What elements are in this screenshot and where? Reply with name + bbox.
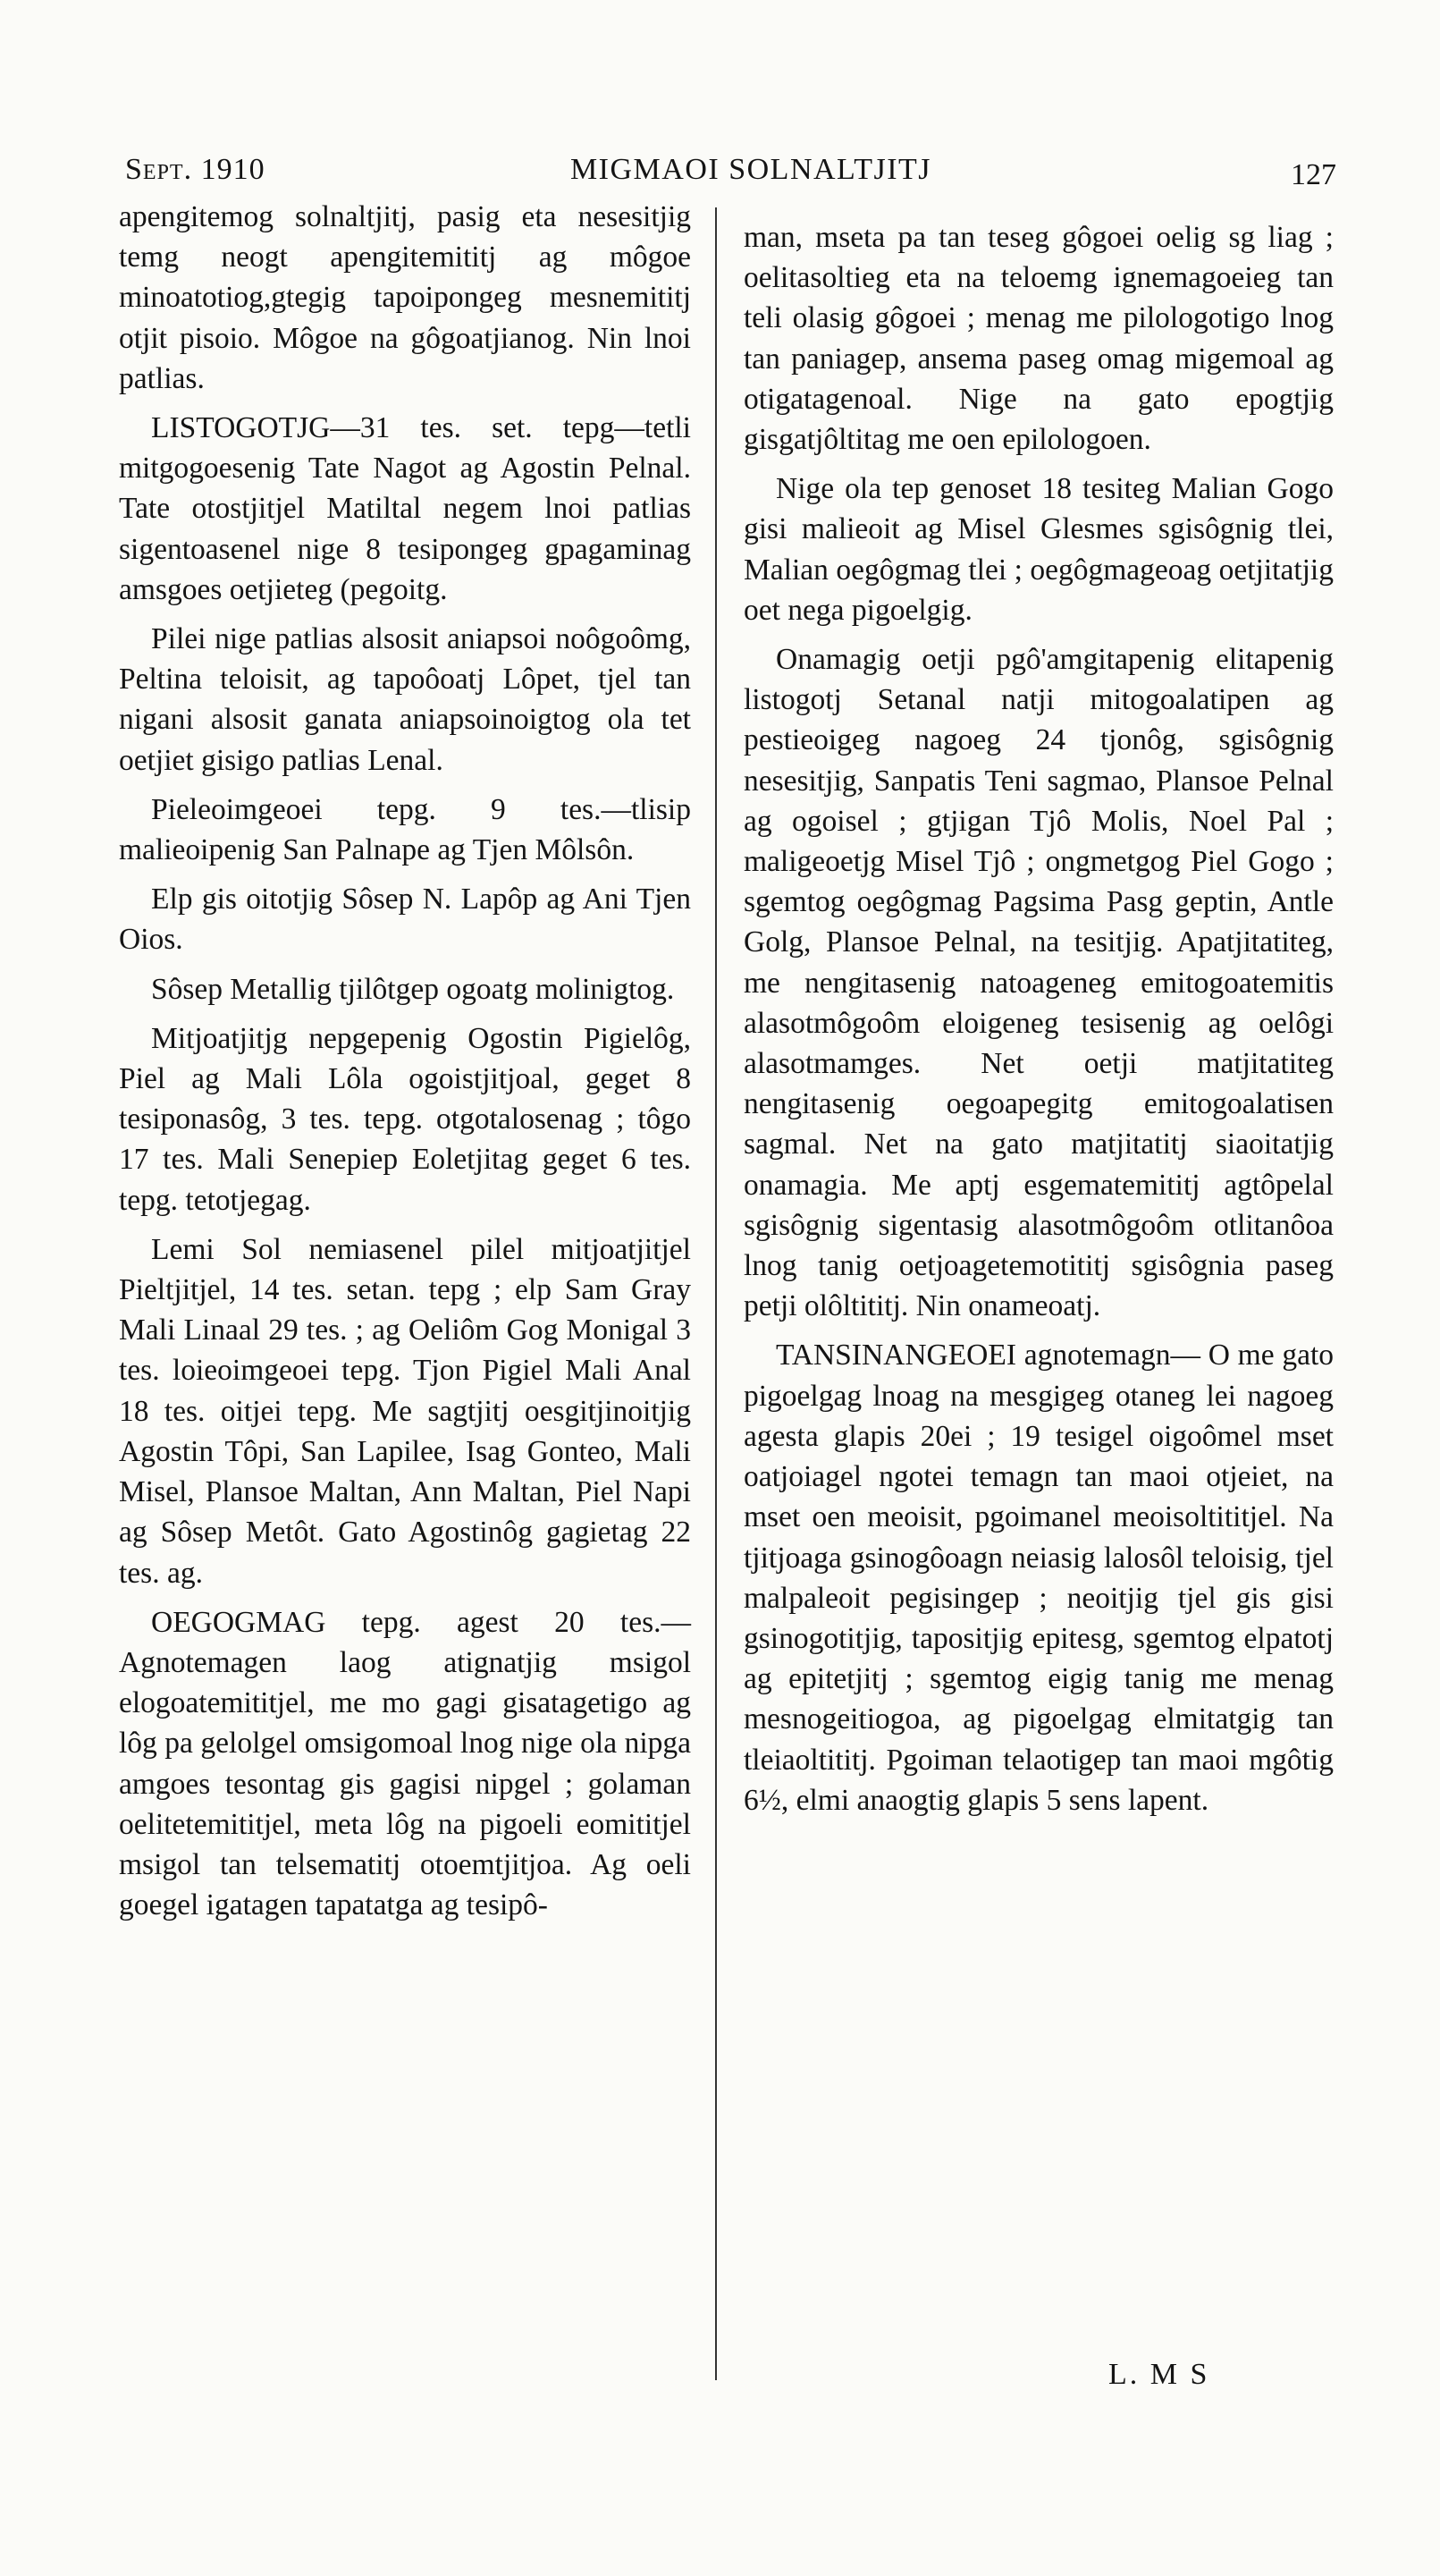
paragraph: Mitjoatjitjg nepgepenig Ogostin Pigielôg, Piel ag Mali Lôla ogoistjitjoal, geget 8 tesiponasôg, 3 tes. tepg. otgotalosenag ; tôgo 17 tes. Mali Senepiep Eoletjitag geget 6 tes. tepg. tetotjegag. [119, 1021, 691, 1217]
paragraph: LISTOGOTJG—31 tes. set. tepg—tetli mitgogoesenig Tate Nagot ag Agostin Pelnal. Tate otostjitjel Matiltal negem lnoi patlias sigentoasenel nige 8 tesipongeg gpagaminag amsgoes oetjieteg (pegoitg. [119, 411, 691, 606]
right-column [744, 217, 1334, 1829]
paragraph: Nige ola tep genoset 18 tesiteg Malian Gogo gisi malieoit ag Misel Glesmes sgisôgnig tlei, Malian oegôgmag tlei ; oegôgmageoag oetjitatjig oet nega pigoelgig. [744, 472, 1334, 627]
paragraph: Lemi Sol nemiasenel pilel mitjoatjitjel Pieltjitjel, 14 tes. setan. tepg ; elp Sam Gray Mali Linaal 29 tes. ; ag Oeliôm Gog Monigal 3 tes. loieoimgeoei tepg. Tjon Pigiel Mali Anal 18 tes. oitjei tepg. Me sagtjitj oesgitjinoitjig Agostin Tôpi, San Lapilee, Isag Gonteo, Mali Misel, Plansoe Maltan, Ann Maltan, Piel Napi ag Sôsep Metôt. Gato Agostinôg gagietag 22 tes. ag. [119, 1232, 691, 1590]
paragraph: Sôsep Metallig tjilôtgep ogoatg molinigtog. [151, 972, 675, 1006]
running-header [125, 143, 1336, 197]
column-divider [715, 207, 717, 2380]
paragraph: apengitemog solnaltjitj, pasig eta nesesitjig temg neogt apengitemititj ag môgoe minoatotiog,gtegig tapoipongeg mesnemititj otjit pisoio. Môgoe na gôgoatjianog. Nin lnoi patlias. [119, 200, 691, 395]
paragraph: Onamagig oetji pgô'amgitapenig elitapenig listogotj Setanal natji mitogoalatipen ag pestieoigeg nagoeg 24 tjonôg, sgisôgnig nesesitjig, Sanpatis Teni sagmao, Plansoe Pelnal ag ogoisel ; gtjigan Tjô Molis, Noel Pal ; maligeoetjg Misel Tjô ; ongmetgog Piel Gogo ; sgemtog oegôgmag Pagsima Pasg geptin, Antle Golg, Plansoe Pelnal, na tesitjig. Apatjitatiteg, me nengitasenig natoageneg emitogoatemitis alasotmôgoôm eloigeneg tesisenig ag oelôgi alasotmamges. Net oetji matjitatiteg nengitasenig oegoapegitg emitogoalatisen sagmal. Net na gato matjitatitj siaoitatjig onamagia. Me aptj esgematemititj agtôpelal sgisôgnig sigentasig alasotmôgoôm otlitanôoa lnog tanig oetjoagetemotititj sgisôgnia paseg petji olôltititj. Nin onameoatj. [744, 643, 1334, 1323]
paragraph: TANSINANGEOEI agnotemagn— O me gato pigoelgag lnoag na mesgigeg otaneg lei nagoeg agesta glapis 20ei ; 19 tesigel oigoômel mset oatjoiagel ngotei temagn tan maoi otjeiet, na mset oen meoisit, pgoimanel meoisoltititjel. Na tjitjoaga gsinogôoagn neiasig lalosôl teloisig, tjel malpaleoit pegisingep ; neoitjig tjel gis gisi gsinogotitjig, tapositjig epitesg, sgemtog elpatotj ag epitetjitj ; sgemtog eigig tanig me menag mesnogeitiogoa, ag pigoelgag elmitatgig tan tleiaoltititj. Pgoiman telaotigep tan maoi mgôtig 6½, elmi anaogtig glapis 5 sens lapent. [744, 1339, 1334, 1817]
publication-title: MIGMAOI SOLNALTJITJ [569, 153, 932, 186]
page-number: 127 [1291, 158, 1336, 191]
paragraph: Pieleoimgeoei tepg. 9 tes.—tlisip malieoipenig San Palnape ag Tjen Môlsôn. [119, 792, 691, 867]
left-column [119, 197, 691, 1934]
paragraph: Pilei nige patlias alsosit aniapsoi noôgoômg, Peltina teloisit, ag tapoôoatj Lôpet, tjel tan nigani alsosit ganata aniapsoinoigtog ola tet oetjiet gisigo patlias Lenal. [119, 622, 691, 777]
paragraph: OEGOGMAG tepg. agest 20 tes.— Agnotemagen laog atignatjig msigol elogoatemititjel, me mo gagi gisatagetigo ag lôg pa gelolgel omsigomoal lnog nige ola nipga amgoes tesontag gis gagisi nipgel ; golaman oelitetemititjel, meta lôg na pigoeli eomititjel msigol tan telsematitj otoemtjitjoa. Ag oeli goegel igatagen tapatatga ag tesipô- [119, 1605, 691, 1922]
paragraph: Elp gis oitotjig Sôsep N. Lapôp ag Ani Tjen Oios. [119, 883, 691, 957]
author-signature: L. M S [1108, 2358, 1210, 2391]
paragraph: man, mseta pa tan teseg gôgoei oelig sg liag ; oelitasoltieg eta na teloemg ignemagoeieg tan teli olasig gôgoei ; menag me pilologotigo lnog tan paniagep, ansema paseg omag migemoal ag otigatagenoal. Nige na gato epogtjig gisgatjôltitag me oen epilologoen. [744, 221, 1334, 457]
issue-date: Sept. 1910 [125, 153, 265, 186]
